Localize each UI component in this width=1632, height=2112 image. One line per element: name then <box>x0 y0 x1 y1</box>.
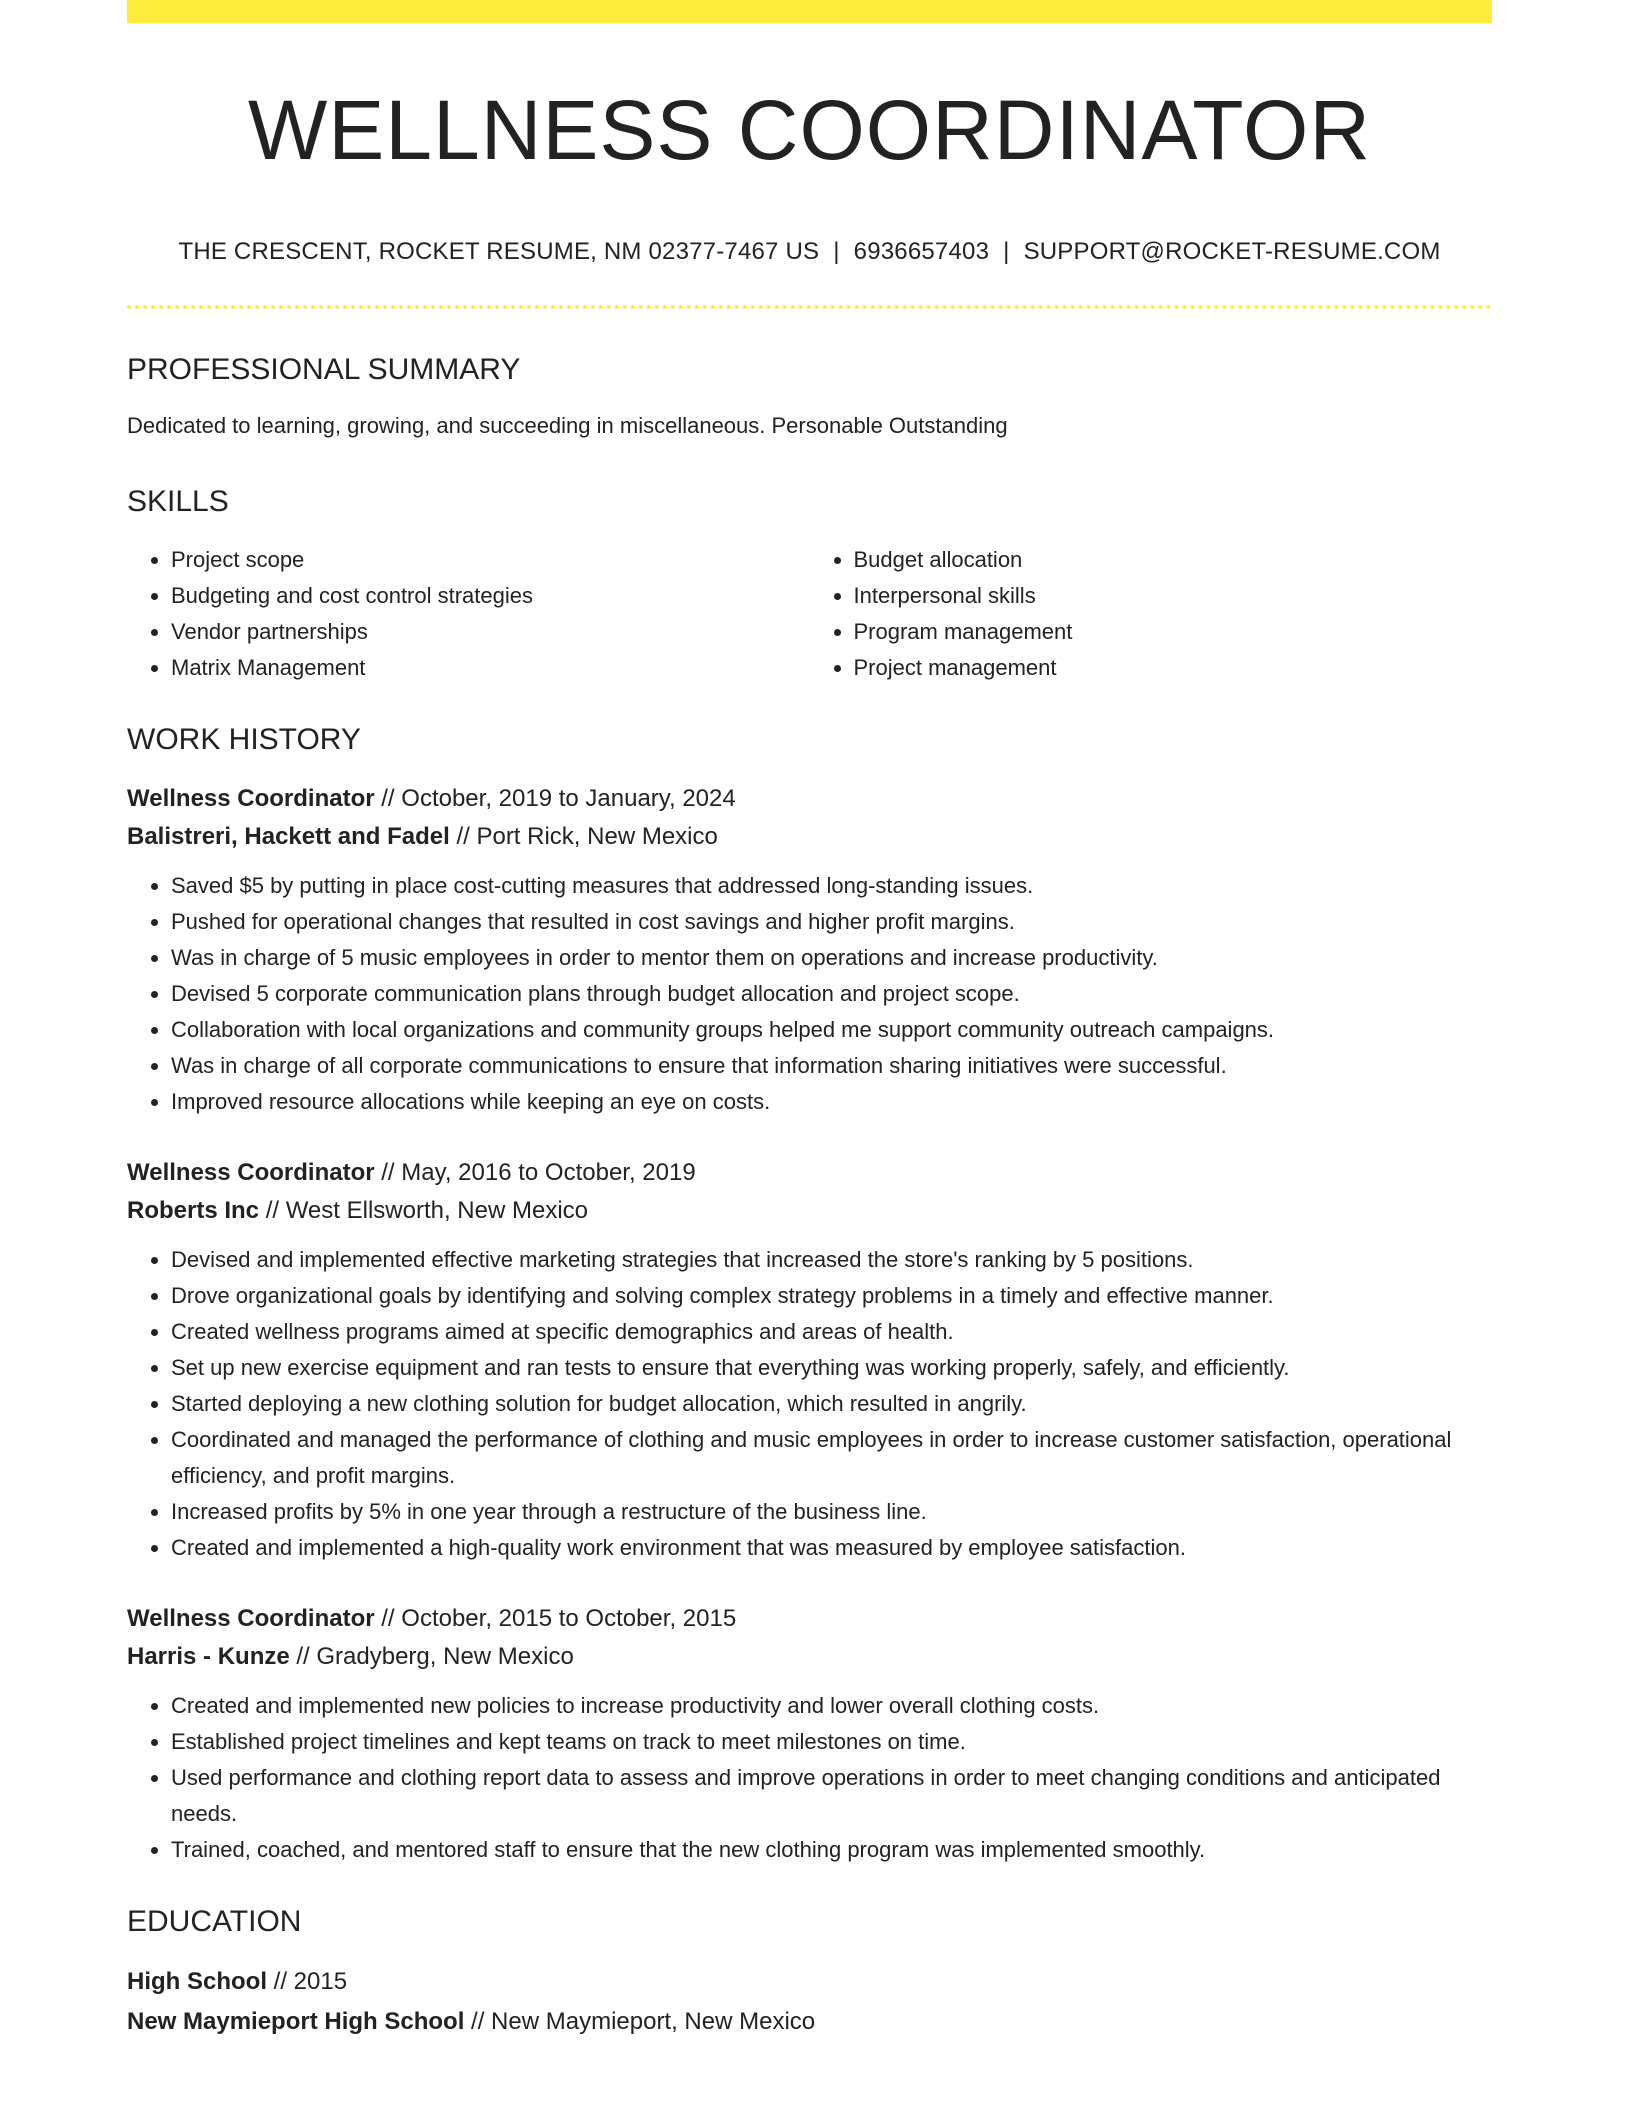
job-bullet: • Drove organizational goals by identifying and solving complex strategy problems in a timely and effective manner. <box>171 1278 1492 1314</box>
skills-list <box>127 542 1492 686</box>
job-role: Wellness Coordinator <box>127 785 375 812</box>
skill-item: • Matrix Management <box>171 650 810 686</box>
job-company-line <box>127 1192 1492 1230</box>
accent-bar <box>127 0 1492 23</box>
job-location: // West Ellsworth, New Mexico <box>265 1197 589 1224</box>
job-location: // Gradyberg, New Mexico <box>296 1643 574 1670</box>
job-company-line <box>127 1638 1492 1676</box>
job-bullet: • Created wellness programs aimed at specific demographics and areas of health. <box>171 1314 1492 1350</box>
skill-item: • Vendor partnerships <box>171 614 810 650</box>
job-bullet: • Used performance and clothing report data to assess and improve operations in order to meet changing conditions and anticipated needs. <box>171 1760 1492 1832</box>
education-heading: EDUCATION <box>127 1905 302 1938</box>
contact-email: SUPPORT@ROCKET-RESUME.COM <box>1023 238 1441 265</box>
education-school: New Maymieport High School <box>127 2008 465 2035</box>
skills-column-right <box>810 542 1493 686</box>
job-bullet: • Started deploying a new clothing solution for budget allocation, which resulted in angrily. <box>171 1386 1492 1422</box>
job-company: Harris - Kunze <box>127 1643 290 1670</box>
skill-item: • Budget allocation <box>854 542 1493 578</box>
contact-phone: 6936657403 <box>853 238 990 265</box>
job-bullet: • Saved $5 by putting in place cost-cutting measures that addressed long-standing issues. <box>171 868 1492 904</box>
job-entry <box>127 1154 1492 1566</box>
skill-item: • Interpersonal skills <box>854 578 1493 614</box>
job-location: // Port Rick, New Mexico <box>456 823 718 850</box>
job-bullets <box>127 1688 1492 1868</box>
education-degree-line <box>127 1962 1492 2002</box>
job-company: Balistreri, Hackett and Fadel <box>127 823 450 850</box>
job-dates: // October, 2015 to October, 2015 <box>381 1605 737 1632</box>
work-history-heading: WORK HISTORY <box>127 723 361 756</box>
resume-body <box>127 350 1492 2042</box>
contact-address: THE CRESCENT, ROCKET RESUME, NM 02377-7467 US <box>178 238 820 265</box>
skill-item: • Program management <box>854 614 1493 650</box>
job-bullets <box>127 868 1492 1120</box>
job-role-line <box>127 780 1492 818</box>
education-degree: High School <box>127 1968 267 1995</box>
job-role: Wellness Coordinator <box>127 1159 375 1186</box>
summary-heading: PROFESSIONAL SUMMARY <box>127 353 521 386</box>
contact-line <box>127 234 1492 270</box>
job-company-line <box>127 818 1492 856</box>
job-bullet: • Coordinated and managed the performance of clothing and music employees in order to increase customer satisfaction, operational efficiency, and profit margins. <box>171 1422 1492 1494</box>
header-divider <box>127 305 1492 309</box>
education-location: // New Maymieport, New Mexico <box>471 2008 816 2035</box>
skill-item: • Project scope <box>171 542 810 578</box>
job-dates: // May, 2016 to October, 2019 <box>381 1159 696 1186</box>
contact-separator: | <box>833 238 840 265</box>
job-bullet: • Established project timelines and kept teams on track to meet milestones on time. <box>171 1724 1492 1760</box>
job-entry <box>127 1600 1492 1868</box>
skill-item: • Budgeting and cost control strategies <box>171 578 810 614</box>
job-dates: // October, 2019 to January, 2024 <box>381 785 736 812</box>
job-bullet: • Was in charge of 5 music employees in order to mentor them on operations and increase productivity. <box>171 940 1492 976</box>
job-bullet: • Collaboration with local organizations and community groups helped me support community outreach campaigns. <box>171 1012 1492 1048</box>
job-bullet: • Was in charge of all corporate communications to ensure that information sharing initiatives were successful. <box>171 1048 1492 1084</box>
job-role: Wellness Coordinator <box>127 1605 375 1632</box>
job-entry <box>127 780 1492 1120</box>
job-bullet: • Trained, coached, and mentored staff to ensure that the new clothing program was implemented smoothly. <box>171 1832 1492 1868</box>
job-bullet: • Devised 5 corporate communication plans through budget allocation and project scope. <box>171 976 1492 1012</box>
job-role-line <box>127 1154 1492 1192</box>
job-role-line <box>127 1600 1492 1638</box>
job-bullet: • Devised and implemented effective marketing strategies that increased the store's ranking by 5 positions. <box>171 1242 1492 1278</box>
skill-item: • Project management <box>854 650 1493 686</box>
job-bullet: • Pushed for operational changes that resulted in cost savings and higher profit margins. <box>171 904 1492 940</box>
summary-text: Dedicated to learning, growing, and succeeding in miscellaneous. Personable Outstanding <box>127 413 1008 438</box>
education-year: // 2015 <box>273 1968 348 1995</box>
resume-title: WELLNESS COORDINATOR <box>247 83 1372 177</box>
job-bullet: • Improved resource allocations while keeping an eye on costs. <box>171 1084 1492 1120</box>
job-bullet: • Set up new exercise equipment and ran tests to ensure that everything was working properly, safely, and efficiently. <box>171 1350 1492 1386</box>
job-company: Roberts Inc <box>127 1197 260 1224</box>
job-bullet: • Created and implemented a high-quality work environment that was measured by employee satisfaction. <box>171 1530 1492 1566</box>
job-bullets <box>127 1242 1492 1566</box>
contact-separator: | <box>1003 238 1010 265</box>
skills-heading: SKILLS <box>127 485 229 518</box>
education-school-line <box>127 2002 1492 2042</box>
job-bullet: • Created and implemented new policies to increase productivity and lower overall clothing costs. <box>171 1688 1492 1724</box>
skills-column-left <box>127 542 810 686</box>
job-bullet: • Increased profits by 5% in one year through a restructure of the business line. <box>171 1494 1492 1530</box>
